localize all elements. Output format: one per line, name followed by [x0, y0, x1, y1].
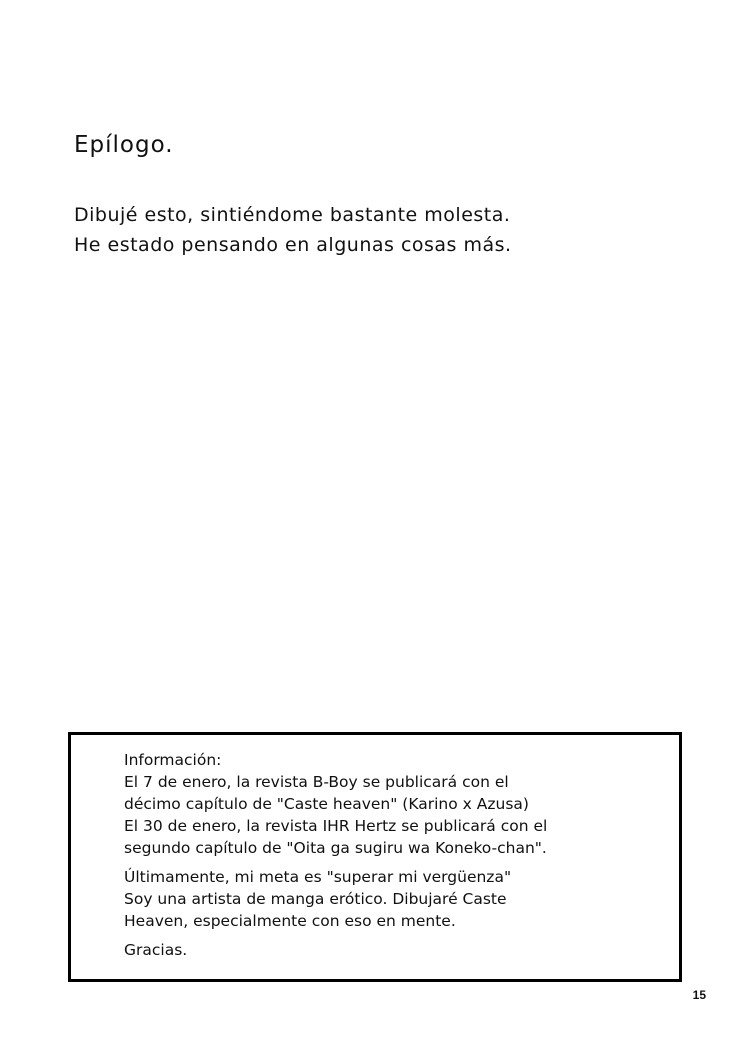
- info-line: Soy una artista de manga erótico. Dibujaré Caste: [124, 890, 507, 908]
- info-line: Últimamente, mi meta es "superar mi vergüenza": [124, 868, 512, 886]
- information-content: [124, 749, 547, 961]
- info-line: El 7 de enero, la revista B-Boy se publicará con el: [124, 773, 509, 791]
- information-box: [68, 732, 682, 982]
- epilogue-line: Dibujé esto, sintiéndome bastante molesta.: [74, 204, 511, 226]
- author-note-paragraph: [124, 866, 547, 932]
- info-line: décimo capítulo de "Caste heaven" (Karino x Azusa): [124, 795, 529, 813]
- closing-text: Gracias.: [124, 941, 188, 959]
- release-info-paragraph: [124, 771, 547, 859]
- info-line: El 30 de enero, la revista IHR Hertz se publicará con el: [124, 817, 548, 835]
- info-line: Heaven, especialmente con eso en mente.: [124, 912, 456, 930]
- epilogue-text: [74, 200, 512, 260]
- epilogue-line: He estado pensando en algunas cosas más.: [74, 234, 512, 256]
- information-heading: Información:: [124, 751, 222, 769]
- epilogue-title: Epílogo.: [74, 132, 174, 158]
- page-number: 15: [692, 988, 706, 1002]
- info-line: segundo capítulo de "Oita ga sugiru wa Koneko-chan".: [124, 839, 547, 857]
